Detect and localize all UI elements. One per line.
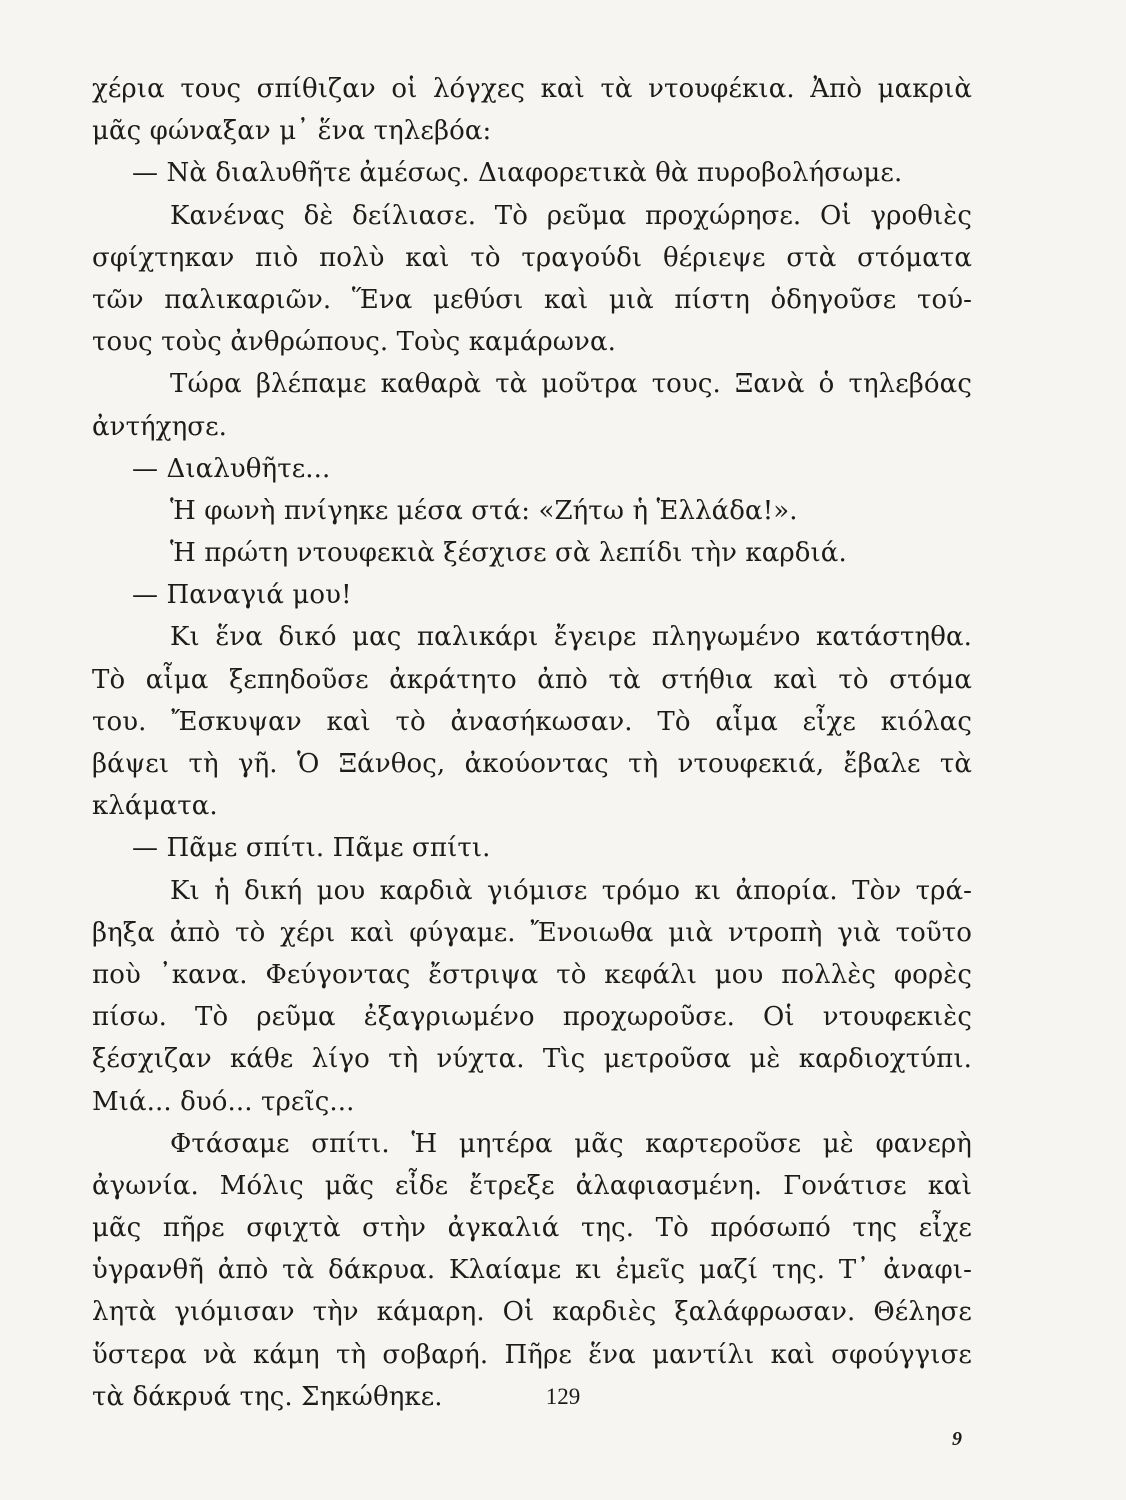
text-line: λητὰ γιόμισαν τὴν κάμαρη. Οἱ καρδιὲς ξαλάφρωσαν. Θέλησε xyxy=(92,1297,972,1328)
text-line: χέρια τους σπίθιζαν οἱ λόγχες καὶ τὰ ντουφέκια. Ἀπὸ μακριὰ xyxy=(92,74,972,104)
text-line: Τὸ αἷμα ξεπηδοῦσε ἀκράτητο ἀπὸ τὰ στήθια καὶ τὸ στόμα xyxy=(92,664,972,695)
text-line: βηξα ἀπὸ τὸ χέρι καὶ φύγαμε. Ἔνοιωθα μιὰ ντροπὴ γιὰ τοῦτο xyxy=(92,917,972,948)
text-line: ποὺ ᾿κανα. Φεύγοντας ἔστριψα τὸ κεφάλι μου πολλὲς φορὲς xyxy=(92,959,972,990)
text-line: βάψει τὴ γῆ. Ὁ Ξάνθος, ἀκούοντας τὴ ντουφεκιά, ἔβαλε τὰ xyxy=(92,749,972,779)
text-line: ἀντήχησε. xyxy=(92,411,228,442)
text-line: του. Ἔσκυψαν καὶ τὸ ἀνασήκωσαν. Τὸ αἷμα εἶχε κιόλας xyxy=(92,706,972,737)
signature-mark: 9 xyxy=(952,1428,962,1450)
text-line: τους τοὺς ἀνθρώπους. Τοὺς καμάρωνα. xyxy=(92,327,616,358)
paragraph-start-line: Ἡ φωνὴ πνίγηκε μέσα στά: «Ζήτω ἡ Ἑλλάδα!». xyxy=(170,495,798,526)
text-line: ξέσχιζαν κάθε λίγο τὴ νύχτα. Τὶς μετροῦσα μὲ καρδιοχτύπι. xyxy=(92,1044,972,1075)
paragraph-start-line: Τώρα βλέπαμε καθαρὰ τὰ μοῦτρα τους. Ξανὰ ὁ τηλεβόας xyxy=(170,369,972,400)
text-line: κλάματα. xyxy=(92,791,218,822)
dialogue-line: — Παναγιά μου! xyxy=(132,580,352,611)
page-number: 129 xyxy=(545,1384,581,1409)
paragraph-start-line: Κι ἡ δική μου καρδιὰ γιόμισε τρόμο κι ἀπορία. Τὸν τρά- xyxy=(170,875,972,906)
body-text xyxy=(92,68,972,1418)
text-line: τῶν παλικαριῶν. Ἕνα μεθύσι καὶ μιὰ πίστη ὁδηγοῦσε τού- xyxy=(92,284,972,315)
dialogue-line: — Διαλυθῆτε... xyxy=(132,453,331,484)
dialogue-line: — Πᾶμε σπίτι. Πᾶμε σπίτι. xyxy=(132,833,491,864)
text-line: ἀγωνία. Μόλις μᾶς εἶδε ἔτρεξε ἀλαφιασμένη. Γονάτισε καὶ xyxy=(92,1170,972,1201)
paragraph-start-line: Κανένας δὲ δείλιασε. Τὸ ρεῦμα προχώρησε. Οἱ γροθιὲς xyxy=(170,200,972,231)
paragraph-start-line: Κι ἕνα δικό μας παλικάρι ἔγειρε πληγωμένο κατάστηθα. xyxy=(170,622,972,653)
text-line: μᾶς πῆρε σφιχτὰ στὴν ἀγκαλιά της. Τὸ πρόσωπό της εἶχε xyxy=(92,1213,972,1244)
paragraph-start-line: Ἡ πρώτη ντουφεκιὰ ξέσχισε σὰ λεπίδι τὴν καρδιά. xyxy=(170,538,847,569)
text-line: τὰ δάκρυά της. Σηκώθηκε. xyxy=(92,1381,443,1412)
text-line: σφίχτηκαν πιὸ πολὺ καὶ τὸ τραγούδι θέριεψε στὰ στόματα xyxy=(92,242,972,273)
text-line: ὑγρανθῆ ἀπὸ τὰ δάκρυα. Κλαίαμε κι ἐμεῖς μαζί της. Τ᾿ ἀναφι- xyxy=(92,1255,972,1286)
text-line: Μιά... δυό... τρεῖς... xyxy=(92,1086,355,1117)
dialogue-line: — Νὰ διαλυθῆτε ἀμέσως. Διαφορετικὰ θὰ πυροβολήσωμε. xyxy=(132,158,903,189)
paragraph-start-line: Φτάσαμε σπίτι. Ἡ μητέρα μᾶς καρτεροῦσε μὲ φανερὴ xyxy=(170,1128,972,1159)
text-line: ὕστερα νὰ κάμη τὴ σοβαρή. Πῆρε ἕνα μαντίλι καὶ σφούγγισε xyxy=(92,1339,972,1370)
text-line: μᾶς φώναξαν μ᾿ ἕνα τηλεβόα: xyxy=(92,116,492,147)
text-line: πίσω. Τὸ ρεῦμα ἐξαγριωμένο προχωροῦσε. Οἱ ντουφεκιὲς xyxy=(92,1002,972,1033)
